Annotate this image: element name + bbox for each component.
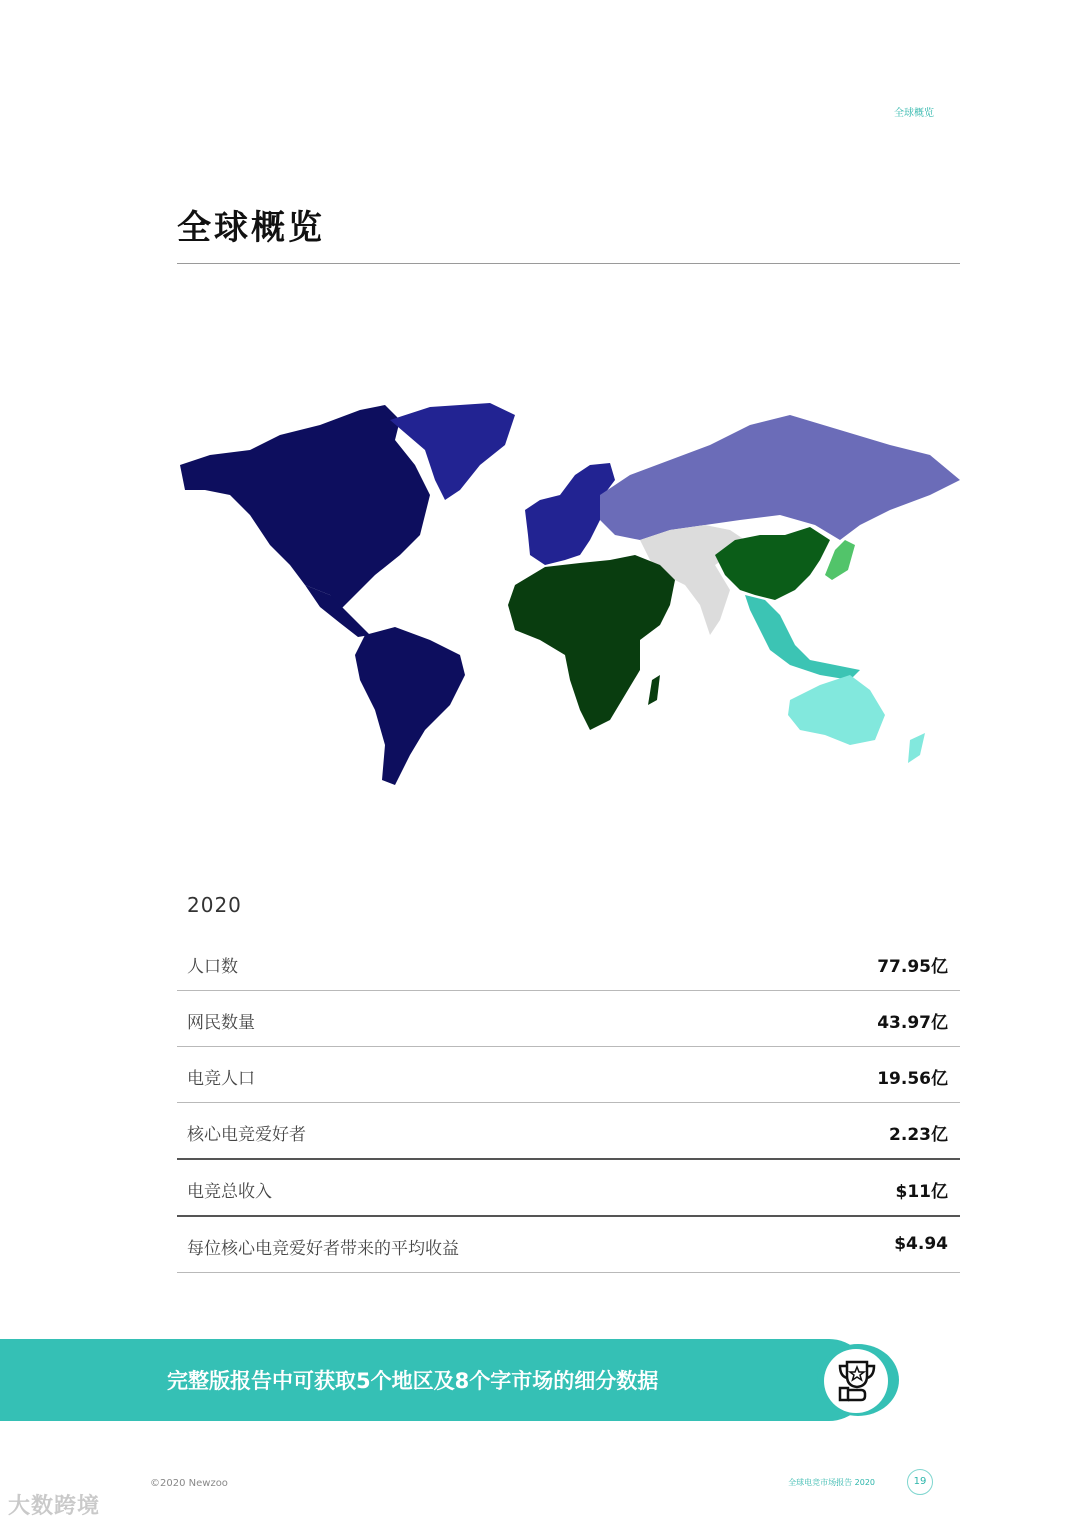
stat-row — [177, 1160, 960, 1217]
stat-value: 77.95亿 — [877, 957, 948, 977]
stat-label: 每位核心电竞爱好者带来的平均收益 — [187, 1239, 459, 1259]
stats-table — [177, 935, 960, 1273]
map-region-north-america — [180, 405, 430, 610]
stat-label: 电竞总收入 — [187, 1182, 272, 1202]
stat-row — [177, 1217, 960, 1273]
stat-label: 核心电竞爱好者 — [187, 1125, 306, 1145]
stat-value: $4.94 — [894, 1234, 948, 1254]
trophy-icon — [831, 1354, 883, 1406]
map-region-japan — [825, 540, 855, 580]
stat-value: 43.97亿 — [877, 1013, 948, 1033]
watermark: 大数跨境 — [8, 1494, 101, 1519]
map-region-southeast-asia — [745, 595, 860, 680]
stat-row — [177, 1103, 960, 1160]
copyright: ©2020 Newzoo — [150, 1478, 228, 1489]
stat-row — [177, 1047, 960, 1103]
world-map — [170, 395, 970, 805]
stat-value: 2.23亿 — [889, 1125, 948, 1145]
cta-text: 完整版报告中可获取5个地区及8个字市场的细分数据 — [167, 1369, 659, 1393]
cta-banner[interactable] — [0, 1339, 870, 1421]
stat-label: 人口数 — [187, 957, 238, 977]
page-number: 19 — [907, 1469, 933, 1495]
section-tag: 全球概览 — [894, 108, 934, 119]
page-title: 全球概览 — [177, 208, 325, 248]
stat-value: $11亿 — [895, 1182, 948, 1202]
stat-label: 电竞人口 — [187, 1069, 255, 1089]
map-region-australia — [788, 675, 885, 745]
stat-row — [177, 991, 960, 1047]
stat-label: 网民数量 — [187, 1013, 255, 1033]
map-region-new-zealand — [908, 733, 925, 763]
stat-value: 19.56亿 — [877, 1069, 948, 1089]
footer-report-name: 全球电竞市场报告 2020 — [788, 1478, 875, 1487]
map-region-south-america — [355, 627, 465, 785]
stat-row — [177, 935, 960, 991]
map-region-madagascar — [648, 675, 660, 705]
map-region-russia — [600, 415, 960, 540]
stats-year: 2020 — [187, 893, 242, 917]
title-divider — [177, 263, 960, 264]
